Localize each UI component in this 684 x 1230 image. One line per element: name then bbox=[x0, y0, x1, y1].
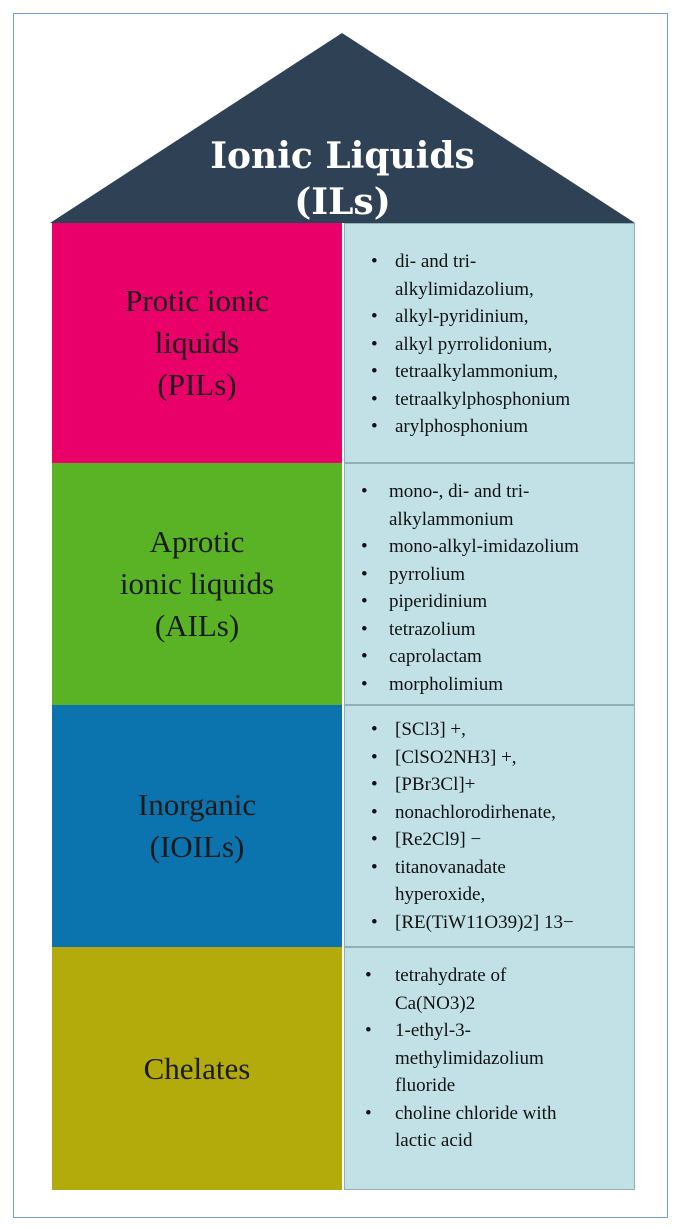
category-label: Aprotic bbox=[149, 524, 245, 559]
title-line: Ionic Liquids bbox=[210, 135, 475, 177]
list-item: • 1-ethyl-3- methylimidazolium fluoride bbox=[365, 1020, 544, 1096]
list-item: • pyrrolium bbox=[361, 563, 465, 585]
row-protic bbox=[52, 223, 635, 463]
category-label: ionic liquids bbox=[119, 566, 275, 601]
list-item: • choline chloride with lactic acid bbox=[365, 1102, 557, 1151]
list-item: • di- and tri- alkylimidazolium, bbox=[371, 251, 534, 300]
list-item: • mono-alkyl-imidazolium bbox=[361, 536, 579, 557]
category-label: Protic ionic bbox=[125, 283, 269, 318]
category-label: (PILs) bbox=[157, 367, 237, 402]
list-item: • alkyl pyrrolidonium, bbox=[371, 333, 553, 355]
list-item: • morpholimium bbox=[361, 673, 503, 695]
list-item: • mono-, di- and tri- alkylammonium bbox=[361, 481, 530, 530]
list-item: • nonachlorodirhenate, bbox=[371, 801, 556, 823]
title-line: (ILs) bbox=[294, 181, 391, 223]
list-item: • [PBr3Cl]+ bbox=[371, 774, 476, 795]
list-item: • piperidinium bbox=[361, 591, 488, 612]
list-item: • [Re2Cl9] − bbox=[371, 829, 482, 850]
list-item: • [RE(TiW11O39)2] 13− bbox=[371, 911, 574, 933]
list-aprotic bbox=[344, 463, 635, 705]
row-aprotic bbox=[52, 463, 635, 705]
list-item: • [ClSO2NH3] +, bbox=[371, 746, 517, 768]
category-label: (IOILs) bbox=[149, 829, 245, 864]
list-chelates bbox=[344, 947, 635, 1190]
list-item: • caprolactam bbox=[361, 646, 482, 667]
list-item: • titanovanadate hyperoxide, bbox=[371, 856, 506, 905]
list-protic bbox=[344, 223, 635, 463]
category-aprotic bbox=[52, 463, 342, 705]
category-label: Chelates bbox=[143, 1050, 251, 1086]
category-label: (AILs) bbox=[154, 608, 240, 643]
list-item: • arylphosphonium bbox=[371, 416, 528, 437]
list-inorganic bbox=[344, 705, 635, 947]
category-label: liquids bbox=[154, 325, 240, 360]
list-item: • tetrazolium bbox=[361, 618, 476, 640]
roof bbox=[50, 33, 635, 223]
row-inorganic bbox=[52, 705, 635, 947]
category-inorganic bbox=[52, 705, 342, 947]
category-protic bbox=[52, 223, 342, 463]
category-label: Inorganic bbox=[137, 787, 257, 822]
row-chelates bbox=[52, 947, 635, 1190]
list-item: • tetraalkylphosphonium bbox=[371, 388, 571, 410]
list-item: • tetrahydrate of Ca(NO3)2 bbox=[365, 965, 507, 1014]
list-item: • tetraalkylammonium, bbox=[371, 361, 559, 382]
category-chelates bbox=[52, 947, 342, 1190]
list-item: • [SCl3] +, bbox=[371, 719, 466, 740]
main-title bbox=[50, 133, 635, 225]
list-item: • alkyl-pyridinium, bbox=[371, 306, 529, 327]
